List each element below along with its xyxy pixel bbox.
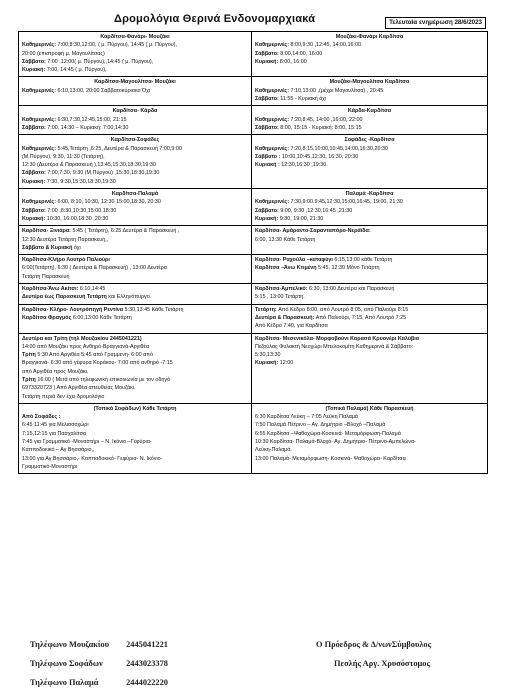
- page-header: [18, 13, 488, 31]
- line-label: Καθημερινές:: [255, 145, 291, 152]
- schedule-line: [255, 198, 484, 206]
- line-times: (Μ.Πύργου), 9:30, 11:30 (Τετάρτη),: [22, 153, 105, 160]
- schedule-row: [19, 226, 488, 255]
- schedule-line: [255, 145, 484, 153]
- schedule-line: [255, 430, 484, 438]
- schedule-line: [255, 41, 484, 49]
- schedule-line: [255, 421, 484, 429]
- schedule-line: [22, 124, 248, 132]
- line-label: Σάββατο:: [22, 170, 48, 177]
- schedule-line: [22, 41, 248, 49]
- line-label: Καρδίτσα-Άνω Ακίτσι:: [22, 286, 80, 293]
- schedule-line: [22, 236, 248, 244]
- line-label: Καθημερινές:: [255, 199, 291, 206]
- schedule-line: [22, 178, 248, 186]
- line-times: Από Κέδρο 7:40, για Καρδίτσα: [255, 323, 328, 330]
- line-label: Τρίτη: [22, 352, 38, 359]
- route-title: Καρδίτσα- Κάρδα: [112, 108, 158, 115]
- line-times: 6:15,13:00 κάθε Τετάρτη: [334, 257, 393, 264]
- line-times: 7:00, 14:30 – Κυριακή: 7:00,14:30: [47, 124, 129, 131]
- line-times: 5:30,13:45 Κάθε Τετάρτη: [124, 306, 184, 313]
- line-label: Σάββατο:: [22, 207, 48, 214]
- line-times: 13:00 για Αγ Βησσάριο,- Καππαδοκικό- Γεφύρια- Ν. Ικόνιο-: [22, 455, 163, 462]
- line-times: 5:30,13:30: [255, 352, 281, 359]
- line-times: Καπποδοκικό – Αγ Βησσάριο,,: [22, 447, 95, 454]
- line-times: Πεζούλας Φυλακτή Νεοχώρι Μπελοκομίτη Καθημερινά & Σάββατο:: [255, 343, 414, 350]
- schedule-cell-right: [252, 135, 488, 189]
- schedule-line: [22, 50, 248, 58]
- schedule-line: [255, 215, 484, 223]
- line-times: 12:00: [279, 360, 294, 367]
- line-times: 5:45,Τετάρτη ,6:25, Δευτέρα & Παρασκευή 7:00,9:00: [57, 145, 182, 152]
- route-title: Κάρδα-Καρδίτσα: [347, 108, 392, 115]
- schedule-line: [22, 244, 248, 252]
- schedule-line: [255, 236, 484, 244]
- line-times: Τετάρτη Παρασκευή: [22, 273, 70, 280]
- line-times: Από Κέδρο 8:00, από Λουτρό 8:05, από Παλιούρι 8:15: [278, 306, 409, 313]
- schedule-cell-left: [19, 189, 252, 226]
- schedule-line: [255, 124, 484, 132]
- schedule-line: [22, 273, 248, 281]
- line-times: όχι: [73, 244, 81, 251]
- route-title: Σοφάδες -Καρδίτσα: [344, 137, 395, 144]
- line-times: Λεύκη-Παλαμά.: [255, 447, 292, 454]
- schedule-row: [19, 106, 488, 135]
- line-times: 7:00 ,12:00( μ. Πύργου),,14:45 ( μ. Πύργου),: [47, 58, 154, 65]
- schedule-line: [22, 455, 248, 463]
- schedule-line: [22, 87, 248, 95]
- line-times: 13:00 Παλαμά- Μεταμόρφωση- Κοσκινά- Ψαθοχώρα- Καρδίτσα: [255, 455, 406, 462]
- line-label: Καθημερινές:: [22, 199, 58, 206]
- line-label: Καθημερινές:: [22, 145, 58, 152]
- schedule-line: [22, 207, 248, 215]
- line-times: από Αργιθέα προς Μουζάκι.: [22, 368, 89, 375]
- schedule-line: [22, 153, 248, 161]
- line-times: 6:30,7:30,12:45,15:00, 21:15: [57, 116, 127, 123]
- schedule-line: [22, 285, 248, 293]
- schedule-line: [255, 95, 484, 103]
- line-label: Κυριακή :: [255, 162, 282, 169]
- schedule-line: [255, 293, 484, 301]
- line-times: 7:50 Παλαμά Πέτρινο – Αγ. Δημήτριο –Βλοχό –Παλαμά: [255, 422, 386, 429]
- line-label: Καρδίτσα- Ξινιάρα:: [22, 228, 73, 235]
- line-times: 7:00, 14:45 ( μ. Πύργου),: [46, 67, 107, 74]
- line-times: 6:10,14:45: [79, 286, 106, 293]
- line-times: 7:00,7:30, 9:30 (Μ.Πύργου) ,15:30,18:30,19:30: [47, 170, 160, 177]
- footer-phone-palama: Τηλέφωνο Παλαμά 2444022220: [30, 678, 168, 687]
- line-label: Καρδίτσα- Αμάραντο-Σαρανταπόρο-Νεράϊδα:: [255, 228, 371, 235]
- line-label: Από Σοφάδες :: [22, 414, 61, 421]
- schedule-line: [22, 306, 248, 314]
- schedule-cell-right: [252, 77, 488, 106]
- schedule-cell-left: [19, 106, 252, 135]
- line-times: 7:00,8:30,12:00, ( μ. Πύργου), 14:45 ( μ. Πύργου),: [57, 42, 177, 49]
- line-times: 5:30 Από Αργιθέα 5:45 από Γραμμενη- 6:00 από: [37, 352, 153, 359]
- page-title: Δρομολόγια Θερινά Ενδονομαρχιακά: [114, 13, 316, 25]
- line-times: 7:10,13:00 ,(μέχρι Μαγουλίτσα) , 20:45: [290, 87, 384, 94]
- schedule-line: [22, 430, 248, 438]
- line-times: 6:30, 13:00 Δευτέρα και Παρασκευή: [309, 286, 395, 293]
- schedule-cell-right: [252, 32, 488, 77]
- line-times: 9:00, 9:30 ,12:30,16:45 ,21:30: [280, 207, 353, 214]
- line-times: 8:00, 16:00: [279, 58, 307, 65]
- line-times: Βραγγιανά- 6:30 από γέφυρα Κοράκου- 7:00 από ανθηρό -7:15: [22, 360, 173, 367]
- line-times: 7:20,8:15,10:00,10:45,14:00,16:30,20:30: [290, 145, 388, 152]
- schedule-line: [255, 87, 484, 95]
- schedule-line: [22, 413, 248, 421]
- route-title: Καρδίτσα-Παλαμά: [111, 191, 159, 198]
- line-times: 6:55 Καρδίτσα –Ψαθοχώρα-Κοσκινά- Μεταμόρφωση-Παλαμά: [255, 430, 401, 437]
- schedule-cell-left: [19, 403, 252, 473]
- footer-phone-sofades: Τηλέφωνο Σοφάδων 2443023378: [30, 659, 168, 668]
- line-times: 12:30 Δευτέρα Τετάρτη Παρασκευή,,: [22, 236, 109, 243]
- line-times: 7:15,12:15 για Πασχαλίτσα: [22, 430, 87, 437]
- line-label: Καθημερινές:: [255, 42, 291, 49]
- schedule-row: [19, 403, 488, 473]
- schedule-line: [255, 413, 484, 421]
- schedule-line: [255, 207, 484, 215]
- line-times: 12:30,16:30 ,19:30.: [281, 162, 328, 169]
- schedule-cell-left: [19, 304, 252, 333]
- schedule-line: [22, 438, 248, 446]
- schedule-line: [255, 153, 484, 161]
- schedule-row: [19, 255, 488, 284]
- schedule-line: [22, 421, 248, 429]
- schedule-row: [19, 77, 488, 106]
- schedule-cell-right: [252, 255, 488, 284]
- line-times: 20:00 (επιστροφή μ. Μαγουλίτσας): [22, 50, 105, 57]
- line-label: Σάββατο & Κυριακή: [22, 244, 74, 251]
- schedule-line: [255, 314, 484, 322]
- line-label: Σάββατο:: [255, 50, 281, 57]
- last-update-badge: Τελευταία ενημέρωση 28/6/2023: [385, 17, 486, 29]
- line-times: 7:00 ,8:30,10:30,15:00.18:30: [47, 207, 117, 214]
- line-label: Καρδίτσα- Κλήρο- Λουτρόπηγή Ρεντίνα: [22, 306, 125, 313]
- schedule-line: [255, 256, 484, 264]
- line-times: 12:30 (Δευτέρα & Παρασκευή ),13:45,15:30,18:30,19:30: [22, 162, 156, 169]
- schedule-cell-left: [19, 255, 252, 284]
- schedule-line: [255, 161, 484, 169]
- schedule-line: [22, 256, 248, 264]
- line-times: 6:00, 13:30 Κάθε Τετάρτη: [255, 236, 316, 243]
- line-times: 6:00(Τετάρτη), 6:30 ( Δευτέρα & Παρασκευή) , 13:00 Δευτέρα: [22, 265, 167, 272]
- schedule-line: [22, 446, 248, 454]
- line-label: Σάββατο :: [255, 153, 282, 160]
- line-label: Καθημερινές:: [255, 87, 291, 94]
- line-label: Καθημερινές:: [255, 116, 291, 123]
- schedule-line: [255, 227, 484, 235]
- schedule-line: [22, 58, 248, 66]
- route-title: Παλαμά -Καρδίτσα: [345, 191, 394, 198]
- route-title: Καρδίτσα-Σοφάδες: [110, 137, 160, 144]
- line-times: 8:00, 15:15 - Κυριακή: 8:00, 15:15: [280, 124, 362, 131]
- line-label: Δευτέρα και Τρίτη (τηλ Μουζακίου 2445041221): [22, 335, 142, 342]
- schedule-line: [255, 58, 484, 66]
- line-label: Τρίτη: [22, 376, 38, 383]
- route-title: Καρδίτσα-Φανάρι- Μουζάκι: [100, 34, 170, 40]
- line-times: 5:45 ( Τετάρτη), 6:25 Δευτέρα & Παρασκευή ,: [72, 228, 180, 235]
- line-label: Καθημερινές:: [22, 87, 58, 94]
- schedule-line: [22, 393, 248, 401]
- signer-name: Πεσλής Αργ. Χρυσόστομος: [334, 659, 431, 668]
- line-times: 8:00,9:30 ,12:45, 14:00,16:00.: [290, 42, 363, 49]
- schedule-line: [22, 368, 248, 376]
- line-label: Σάββατο:: [22, 124, 48, 131]
- schedule-line: [255, 50, 484, 58]
- line-label: Κυριακή:: [255, 58, 280, 65]
- signer-title: Ο Πρόεδρος & Δ/νωνΣύμβουλος: [316, 640, 432, 649]
- line-times: Τετάρτη περιά δεν έχει δρομολόγιο: [22, 393, 105, 400]
- schedule-cell-right: [252, 226, 488, 255]
- line-times: 6:45 11:45 για Μελισσοχώρι: [22, 422, 89, 429]
- line-label: Κυριακή:: [22, 178, 47, 185]
- line-label: Τετάρτη:: [255, 306, 279, 313]
- line-times: 7:30, 9:30,15:30,18:30,19:30: [46, 178, 116, 185]
- line-times: 6:10,13:00, 20:00 Σαββατοκύριακο Όχι: [57, 87, 151, 94]
- schedule-table: [18, 31, 488, 474]
- line-times: 10:30, 16:00,18:30 ,20:30: [46, 215, 109, 222]
- line-times: 10:00,10:45,12:30, 16:30, 20:30: [281, 153, 359, 160]
- schedule-cell-left: [19, 135, 252, 189]
- schedule-line: [22, 198, 248, 206]
- schedule-row: [19, 304, 488, 333]
- line-times: 10:30 Καρδίτσα- Παλαμά-Βλοχό- Αγ. Δημήτριο- Πέτρινο-Αμπελώνα-: [255, 439, 416, 446]
- schedule-line: [255, 285, 484, 293]
- line-label: Δευτέρα & Παρασκευή:: [255, 314, 316, 321]
- line-times: 8:00,14:00, 16:00: [280, 50, 323, 57]
- schedule-row: [19, 32, 488, 77]
- schedule-line: [22, 384, 248, 392]
- schedule-cell-right: [252, 189, 488, 226]
- schedule-line: [22, 145, 248, 153]
- line-times: 6:30 Καρδίτσα Λεύκη – 7:05 Λεύκη Παλαμά: [255, 414, 359, 421]
- line-times: 9:30, 19:00, 21:30: [279, 215, 324, 222]
- schedule-cell-right: [252, 304, 488, 333]
- schedule-cell-right: [252, 403, 488, 473]
- line-label: Σάββατο:: [255, 207, 281, 214]
- route-title: (Τοπικά Παλαμά) Κάθε Παρασκευή: [325, 405, 414, 412]
- schedule-line: [22, 335, 248, 343]
- schedule-line: [255, 359, 484, 367]
- schedule-line: [22, 314, 248, 322]
- line-times: Από Παλιούρι, 7:15, Από Λουτρό 7:25: [315, 314, 407, 321]
- schedule-line: [22, 376, 248, 384]
- schedule-line: [22, 116, 248, 124]
- schedule-line: [255, 116, 484, 124]
- schedule-line: [22, 293, 248, 301]
- line-label: Καρδίτσα –Άνω Κτιμένη: [255, 265, 318, 272]
- schedule-line: [22, 66, 248, 74]
- line-times: 5:15 , 13:00 Τετάρτη.: [255, 294, 305, 301]
- line-times: 5:45, 12:30 Μόνο Τετάρτη: [318, 265, 380, 272]
- line-label: Κυριακή:: [255, 360, 280, 367]
- schedule-line: [22, 359, 248, 367]
- schedule-line: [22, 215, 248, 223]
- schedule-cell-right: [252, 284, 488, 305]
- schedule-cell-left: [19, 77, 252, 106]
- line-label: Καρδίτσα-Κλήρο Λουτρό Παλιούρι: [22, 257, 110, 264]
- line-label: Καρδίτσα- Μεσενικόλα- Μορφοβούνι Καρασά Κρυονέρι Καλύβια: [255, 335, 420, 342]
- schedule-line: [255, 264, 484, 272]
- route-title: Μουζάκι-Μαγουλίτσα Καρδίτσα: [329, 79, 410, 86]
- line-times: 6973320723 ) Από Αργιθέα απευθείας Μουζάκι.: [22, 385, 136, 392]
- route-title: Μουζάκι-Φανάρι Καρδίτσα: [335, 34, 404, 40]
- line-label: Καρδίτσα- Ραχούλα –καταφύγι: [255, 257, 335, 264]
- line-label: Σάββατο:: [255, 124, 281, 131]
- schedule-line: [22, 351, 248, 359]
- line-times: 16:00 ( Μετά από τηλεφωνική επικοινωνία με τον οδηγό: [37, 376, 171, 383]
- schedule-line: [22, 227, 248, 235]
- line-label: Καθημερινές:: [22, 116, 58, 123]
- line-label: Σάββατο:: [255, 96, 281, 103]
- footer-phone-mouzaki: Τηλέφωνο Μουζακίου 2445041221: [30, 640, 168, 649]
- route-title: Καρδίτσα-Μαγουλίτσα- Μουζάκι: [94, 79, 176, 86]
- line-label: Καθημερινές:: [22, 42, 58, 49]
- schedule-cell-left: [19, 333, 252, 403]
- line-label: Κυριακή:: [255, 215, 280, 222]
- schedule-line: [22, 161, 248, 169]
- line-times: 14:00 από Μουζάκι προς Ανθηρό-Βραγγιανά-Αργιθέα: [22, 343, 150, 350]
- schedule-row: [19, 333, 488, 403]
- schedule-line: [255, 455, 484, 463]
- line-label: Σάββατο:: [22, 58, 48, 65]
- line-times: 6:00,13:00 Κάθε Τετάρτη: [72, 314, 132, 321]
- line-label: Κυριακή:: [22, 67, 47, 74]
- schedule-line: [22, 169, 248, 177]
- line-times: Γραμματικό-Μοναστήρι: [22, 463, 78, 470]
- schedule-cell-right: [252, 333, 488, 403]
- schedule-line: [255, 335, 484, 343]
- line-times: 11:55 - Κυριακή όχι: [280, 96, 327, 103]
- schedule-line: [22, 463, 248, 471]
- line-label: Καρδίτσα-Αμπελικό:: [255, 286, 310, 293]
- line-times: 7:30,9:00.9:45,12:30,15:00,16:45, 19:00, 21:30: [290, 199, 403, 206]
- line-times: 7:20,8:45, 14:00 ,16:00, 22:00: [290, 116, 363, 123]
- route-title: (Τοπικά Σοφάδων) Κάθε Τετάρτη: [93, 405, 177, 412]
- schedule-row: [19, 284, 488, 305]
- schedule-line: [255, 446, 484, 454]
- line-times: 7:45 για Γραμματικό -Μοναστήρι – Ν. Ικόνιο –Γεφύρια-: [22, 439, 152, 446]
- schedule-cell-left: [19, 226, 252, 255]
- schedule-row: [19, 135, 488, 189]
- schedule-cell-left: [19, 284, 252, 305]
- line-label: Δευτέρα έως Παρασκευή Τετάρτη: [22, 294, 109, 301]
- line-times: και Ελληνόπυργο.: [108, 294, 152, 301]
- schedule-line: [255, 351, 484, 359]
- schedule-cell-left: [19, 32, 252, 77]
- schedule-line: [255, 343, 484, 351]
- line-times: 6:00, 8:10, 10:30, 12:30 15:00,18:30, 20:30: [57, 199, 161, 206]
- schedule-row: [19, 189, 488, 226]
- line-label: Καρδίτσα Φραγμός: [22, 314, 73, 321]
- schedule-line: [255, 306, 484, 314]
- line-label: Κυριακή:: [22, 215, 47, 222]
- schedule-line: [22, 343, 248, 351]
- schedule-line: [22, 264, 248, 272]
- schedule-line: [255, 438, 484, 446]
- schedule-cell-right: [252, 106, 488, 135]
- schedule-line: [255, 322, 484, 330]
